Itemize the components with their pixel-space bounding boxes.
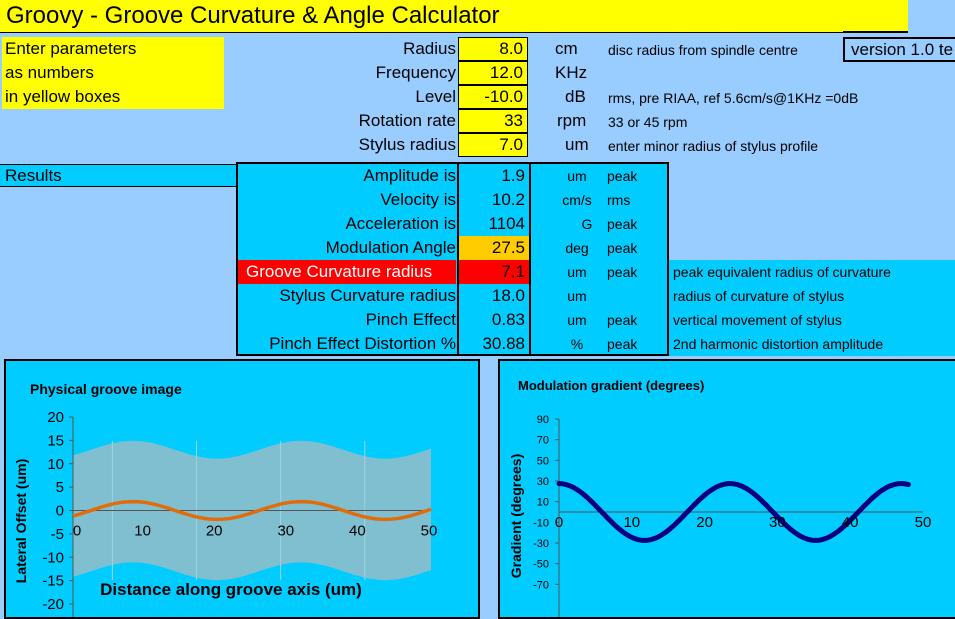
results-divider — [529, 162, 531, 356]
param-label-rotation: Rotation rate — [358, 111, 456, 130]
x-tick-label: 0 — [72, 522, 82, 540]
x-axis-label: Distance along groove axis (um) — [100, 580, 362, 599]
param-label-frequency: Frequency — [375, 63, 456, 82]
y-tick-label: 10 — [536, 496, 549, 509]
instruction-line: as numbers — [5, 63, 94, 82]
result-label-acceleration: Acceleration is — [345, 214, 456, 233]
x-tick-label: 40 — [841, 514, 859, 531]
result-value-acceleration: 1104 — [488, 214, 525, 233]
instruction-line: Enter parameters — [5, 39, 137, 58]
result-label-groove-curvature: Groove Curvature radius — [238, 260, 456, 284]
result-unit: G — [581, 216, 593, 232]
radius-input[interactable]: 8.0 — [458, 37, 528, 61]
gradient-chart-svg — [500, 361, 955, 617]
result-unit: deg — [565, 240, 589, 256]
instruction-line: in yellow boxes — [5, 87, 121, 106]
param-label-stylus: Stylus radius — [358, 135, 456, 154]
x-tick-label: 20 — [696, 514, 713, 531]
chart-title: Physical groove image — [30, 381, 182, 397]
y-tick-label: 20 — [47, 409, 64, 426]
result-value-angle: 27.5 — [491, 238, 525, 257]
cell-border — [843, 31, 908, 32]
result-value-amplitude: 1.9 — [501, 166, 525, 185]
y-tick-label: 50 — [536, 455, 549, 468]
y-tick-label: -20 — [42, 596, 64, 613]
gradient-chart — [498, 359, 955, 619]
level-unit: dB — [565, 87, 586, 106]
result-qual: peak — [607, 240, 638, 256]
y-tick-label: -15 — [42, 572, 64, 590]
groove-chart-svg — [6, 361, 478, 617]
result-unit: um — [567, 264, 587, 280]
stylus-input[interactable]: 7.0 — [458, 133, 528, 157]
x-tick-label: 40 — [349, 522, 366, 540]
result-label-pinch: Pinch Effect — [365, 310, 456, 329]
title-right-cell — [908, 0, 955, 33]
result-qual: peak — [607, 336, 638, 352]
result-label-velocity: Velocity is — [380, 190, 456, 209]
version-label: version 1.0 te — [843, 37, 955, 62]
rotation-unit: rpm — [557, 111, 587, 130]
instructions-box — [2, 37, 224, 109]
rotation-input[interactable]: 33 — [458, 109, 528, 133]
app-title: Groovy - Groove Curvature & Angle Calculator — [0, 0, 908, 33]
y-axis-label: Lateral Offset (um) — [13, 458, 29, 584]
result-qual: peak — [607, 168, 638, 184]
result-label-amplitude: Amplitude is — [363, 166, 456, 185]
result-note: vertical movement of stylus — [673, 312, 842, 328]
x-tick-label: 10 — [134, 522, 151, 540]
y-tick-label: 15 — [47, 432, 64, 450]
result-label-pinch-distortion: Pinch Effect Distortion % — [269, 334, 456, 353]
y-tick-label: 5 — [55, 479, 64, 497]
param-label-radius: Radius — [403, 39, 456, 58]
chart-title: Modulation gradient (degrees) — [518, 378, 705, 393]
y-tick-label: -10 — [42, 549, 64, 567]
result-qual: rms — [607, 192, 631, 208]
result-unit: cm/s — [562, 192, 592, 208]
radius-note: disc radius from spindle centre — [608, 42, 798, 58]
result-unit: % — [570, 336, 584, 352]
y-tick-label: 10 — [47, 455, 64, 473]
stylus-note: enter minor radius of stylus profile — [608, 138, 819, 154]
level-input[interactable]: -10.0 — [458, 85, 528, 109]
result-unit: um — [567, 288, 587, 304]
rotation-note: 33 or 45 rpm — [608, 114, 688, 130]
y-tick-label: -50 — [533, 558, 549, 571]
x-tick-label: 30 — [769, 514, 786, 531]
result-value-stylus-curvature: 18.0 — [491, 286, 525, 305]
stylus-unit: um — [565, 135, 589, 154]
result-qual: peak — [607, 264, 638, 280]
results-header: Results — [0, 164, 236, 187]
x-tick-label: 50 — [420, 522, 438, 540]
y-tick-label: 70 — [536, 434, 549, 447]
result-note: peak equivalent radius of curvature — [673, 264, 891, 280]
y-tick-label: -10 — [533, 517, 549, 530]
y-tick-label: 90 — [536, 414, 549, 426]
y-tick-label: 30 — [536, 476, 549, 488]
result-note: radius of curvature of stylus — [673, 288, 845, 304]
x-tick-label: 30 — [277, 522, 295, 540]
result-value-pinch-distortion: 30.88 — [482, 334, 525, 353]
x-tick-label: 10 — [623, 514, 641, 531]
result-unit: um — [567, 312, 587, 328]
result-value-pinch: 0.83 — [491, 310, 525, 329]
y-axis-label: Gradient (degrees) — [508, 453, 524, 579]
level-note: rms, pre RIAA, ref 5.6cm/s@1KHz =0dB — [608, 90, 859, 106]
param-label-level: Level — [415, 87, 456, 106]
x-tick-label: 50 — [914, 514, 932, 531]
y-tick-label: -30 — [533, 538, 549, 550]
radius-unit: cm — [555, 39, 578, 58]
y-tick-label: -5 — [50, 525, 64, 543]
result-unit: um — [567, 168, 587, 184]
result-label-stylus-curvature: Stylus Curvature radius — [279, 286, 456, 305]
result-value-velocity: 10.2 — [491, 190, 525, 209]
result-value-groove-curvature: 7.1 — [501, 262, 525, 281]
result-note: 2nd harmonic distortion amplitude — [673, 336, 884, 352]
y-tick-label: -70 — [533, 579, 549, 592]
y-tick-label: 0 — [55, 502, 64, 520]
result-label-angle: Modulation Angle — [325, 238, 456, 257]
x-tick-label: 20 — [205, 522, 223, 540]
result-qual: peak — [607, 216, 638, 232]
groove-chart — [4, 359, 480, 619]
result-qual: peak — [607, 312, 638, 328]
frequency-input[interactable]: 12.0 — [458, 61, 528, 85]
frequency-unit: KHz — [555, 63, 588, 82]
x-tick-label: 0 — [554, 514, 564, 531]
